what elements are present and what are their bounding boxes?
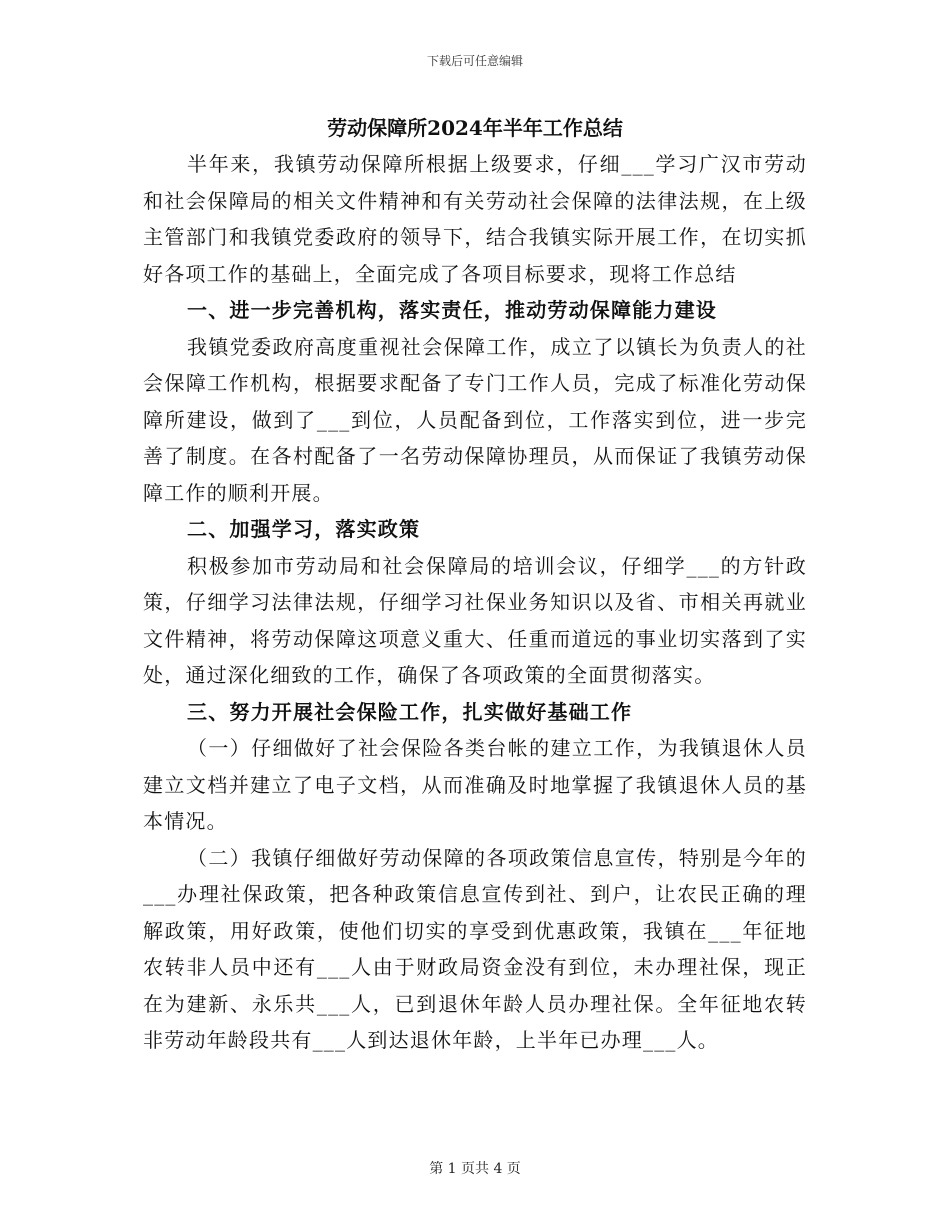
section-2-paragraph: 积极参加市劳动局和社会保障局的培训会议，仔细学___的方针政策，仔细学习法律法规，仔细学习社保业务知识以及省、市相关再就业文件精神，将劳动保障这项意义重大、任重而道远的事业切实落到了实处，通过深化细致的工作，确保了各项政策的全面贯彻落实。 [143, 553, 807, 687]
section-heading-2: 二、加强学习，落实政策 [187, 517, 421, 541]
page-footer: 第 1 页共 4 页 [429, 1161, 521, 1177]
section-3-item-1: （一）仔细做好了社会保险各类台帐的建立工作，为我镇退休人员建立文档并建立了电子文档，从而准确及时地掌握了我镇退休人员的基本情况。 [143, 736, 807, 833]
header-note: 下载后可任意编辑 [426, 54, 523, 68]
document-body [143, 146, 807, 1059]
section-3-item-2: （二）我镇仔细做好劳动保障的各项政策信息宣传，特别是今年的___办理社保政策，把各种政策信息宣传到社、到户，让农民正确的理解政策，用好政策，使他们切实的享受到优惠政策，我镇在___年征地农转非人员中还有___人由于财政局资金没有到位，未办理社保，现正在为建新、永乐共___人，已到退休年龄人员办理社保。全年征地农转非劳动年龄段共有___人到达退休年龄，上半年已办理___人。 [143, 845, 807, 1052]
document-title: 劳动保障所2024年半年工作总结 [327, 116, 623, 140]
section-1-paragraph: 我镇党委政府高度重视社会保障工作，成立了以镇长为负责人的社会保障工作机构，根据要求配备了专门工作人员，完成了标准化劳动保障所建设，做到了___到位，人员配备到位，工作落实到位，进一步完善了制度。在各村配备了一名劳动保障协理员，从而保证了我镇劳动保障工作的顺利开展。 [143, 334, 807, 505]
section-heading-1: 一、进一步完善机构，落实责任，推动劳动保障能力建设 [187, 298, 717, 322]
intro-paragraph: 半年来，我镇劳动保障所根据上级要求，仔细___学习广汉市劳动和社会保障局的相关文件精神和有关劳动社会保障的法律法规，在上级主管部门和我镇党委政府的领导下，结合我镇实际开展工作，在切实抓好各项工作的基础上，全面完成了各项目标要求，现将工作总结 [143, 152, 807, 286]
section-heading-3: 三、努力开展社会保险工作，扎实做好基础工作 [187, 699, 633, 724]
